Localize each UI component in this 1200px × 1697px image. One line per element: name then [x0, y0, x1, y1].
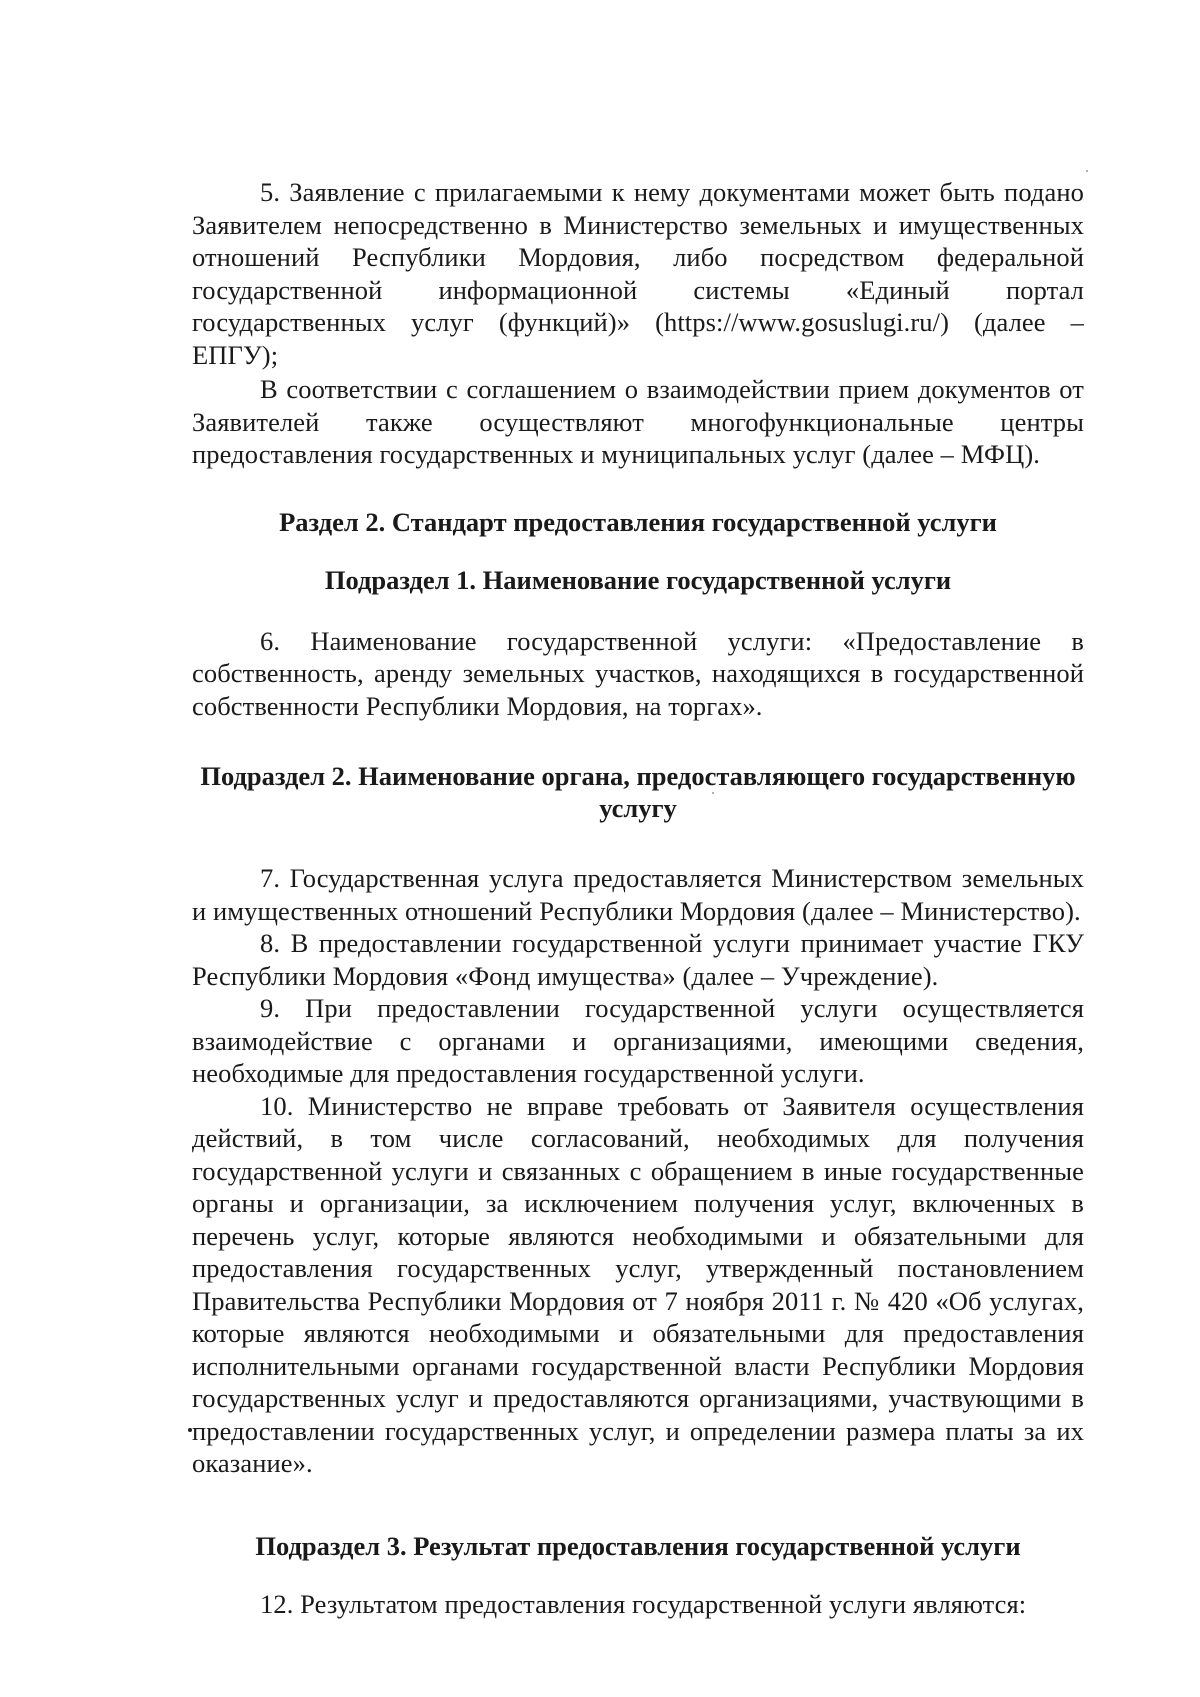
scan-speck [1086, 170, 1088, 172]
subsection-2-heading: Подраздел 2. Наименование органа, предоставляющего государственную услугу [200, 761, 1076, 823]
paragraph-10: 10. Министерство не вправе требовать от Заявителя осуществления действий, в том числе согласований, необходимых для получения государственной услуги и связанных с обращением в иные государственные органы и организации, за исключением получения услуг, включенных в перечень услуг, которые являются необходимыми и обязательными для предоставления государственных услуг, утвержденный постановлением Правительства Республики Мордовия от 7 ноября 2011 г. № 420 «Об услугах, которые являются необходимыми и обязательными для предоставления исполнительными органами государственной власти Республики Мордовия государственных услуг и предоставляются организациями, участвующими в предоставлении государственных услуг, и определении размера платы за их оказание». [192, 1090, 1084, 1478]
paragraph-9: 9. При предоставлении государственной услуги осуществляется взаимодействие с органами и организациями, имеющими сведения, необходимые для предоставления государственной услуги. [192, 993, 1084, 1088]
paragraph-5-mfc: В соответствии с соглашением о взаимодействии прием документов от Заявителей также осуществляют многофункциональные центры предоставления государственных и муниципальных услуг (далее – МФЦ). [192, 374, 1084, 469]
document-page [192, 176, 1084, 1620]
paragraph-8: 8. В предоставлении государственной услуги принимает участие ГКУ Республики Мордовия «Фонд имущества» (далее – Учреждение). [192, 928, 1084, 991]
subsection-1-heading: Подраздел 1. Наименование государственной услуги [324, 564, 952, 595]
section-2-heading: Раздел 2. Стандарт предоставления государственной услуги [279, 506, 997, 537]
paragraph-6: 6. Наименование государственной услуги: «Предоставление в собственность, аренду земельных участков, находящихся в государственной собственности Республики Мордовия, на торгах». [192, 625, 1084, 721]
scan-speck [712, 792, 714, 794]
paragraph-5: 5. Заявление с прилагаемыми к нему документами может быть подано Заявителем непосредственно в Министерство земельных и имущественных отношений Республики Мордовия, либо посредством федеральной государственной информационной системы «Единый портал государственных услуг (функций)» (https://www.gosuslugi.ru/) (далее – ЕПГУ); [192, 177, 1084, 370]
paragraph-7: 7. Государственная услуга предоставляется Министерством земельных и имущественных отношений Республики Мордовия (далее – Министерство). [192, 863, 1084, 926]
paragraph-12: 12. Результатом предоставления государственной услуги являются: [260, 1588, 1027, 1619]
scan-dot-mark [188, 1428, 192, 1432]
subsection-3-heading: Подраздел 3. Результат предоставления государственной услуги [255, 1530, 1021, 1561]
